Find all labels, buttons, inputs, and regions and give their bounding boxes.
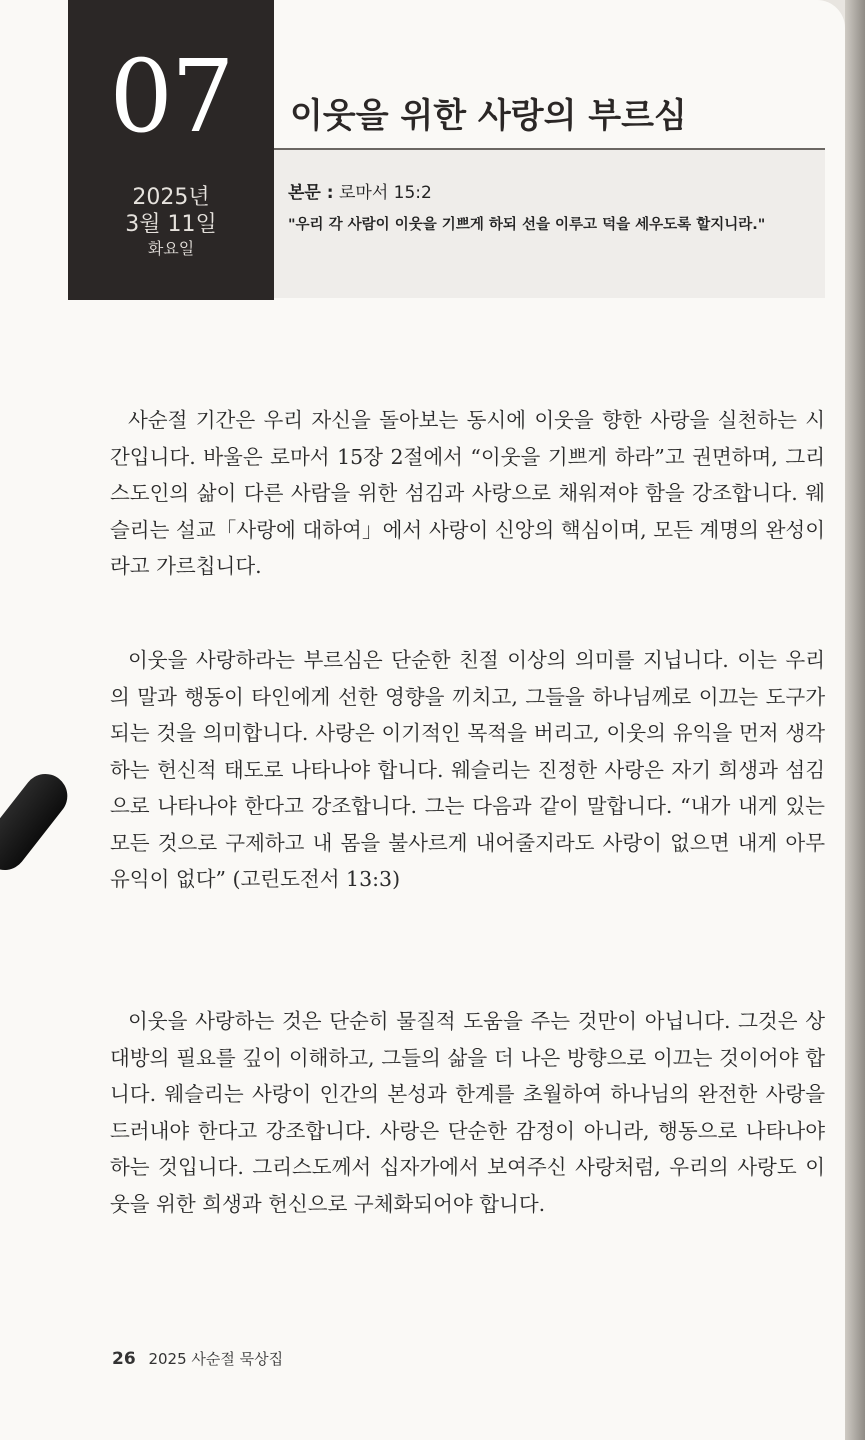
scripture-citation: 로마서 15:2 (338, 183, 432, 203)
page-edge (845, 0, 865, 1440)
date-month-day: 3월 11일 (125, 212, 217, 237)
scripture-reference (288, 178, 432, 203)
meditation-number: 07 (109, 38, 233, 155)
date-weekday: 화요일 (147, 239, 195, 258)
body-paragraph-3: 이웃을 사랑하는 것은 단순히 물질적 도움을 주는 것만이 아닙니다. 그것은 상대방의 필요를 깊이 이해하고, 그들의 삶을 더 나은 방향으로 이끄는 것이어야 합니다. 웨슬리는 사랑이 인간의 본성과 한계를 초월하여 하나님의 완전한 사랑을 드러내야 한다고 강조합니다. 사랑은 단순한 감정이 아니라, 행동으로 나타나야 하는 것입니다. 그리스도께서 십자가에서 보여주신 사랑처럼, 우리의 사랑도 이웃을 위한 희생과 헌신으로 구체화되어야 합니다. (110, 1009, 825, 1216)
page-footer (112, 1348, 283, 1369)
body-paragraph-1: 사순절 기간은 우리 자신을 돌아보는 동시에 이웃을 향한 사랑을 실천하는 시간입니다. 바울은 로마서 15장 2절에서 “이웃을 기쁘게 하라”고 권면하며, 그리스도인의 삶이 다른 사람을 위한 섬김과 사랑으로 채워져야 함을 강조합니다. 웨슬리는 설교「사랑에 대하여」에서 사랑이 신앙의 핵심이며, 모든 계명의 완성이라고 가르칩니다. (110, 408, 825, 578)
body-paragraph-2: 이웃을 사랑하라는 부르심은 단순한 친절 이상의 의미를 지닙니다. 이는 우리의 말과 행동이 타인에게 선한 영향을 끼치고, 그들을 하나님께로 이끄는 도구가 되는 것을 의미합니다. 사랑은 이기적인 목적을 버리고, 이웃의 유익을 먼저 생각하는 헌신적 태도로 나타나야 합니다. 웨슬리는 진정한 사랑은 자기 희생과 섬김으로 나타나야 한다고 강조합니다. 그는 다음과 같이 말합니다. “내가 내게 있는 모든 것으로 구제하고 내 몸을 불사르게 내어줄지라도 사랑이 없으면 내게 아무 유익이 없다” (고린도전서 13:3) (110, 648, 825, 891)
date-block (68, 0, 274, 300)
page-number: 26 (112, 1349, 136, 1369)
scripture-quote: "우리 각 사람이 이웃을 기쁘게 하되 선을 이루고 덕을 세우도록 할지니라." (288, 217, 766, 233)
book-title: 2025 사순절 묵상집 (148, 1350, 284, 1368)
date-year: 2025년 (132, 185, 210, 210)
page-title: 이웃을 위한 사랑의 부르심 (290, 96, 687, 136)
scripture-label: 본문 : (288, 183, 334, 203)
